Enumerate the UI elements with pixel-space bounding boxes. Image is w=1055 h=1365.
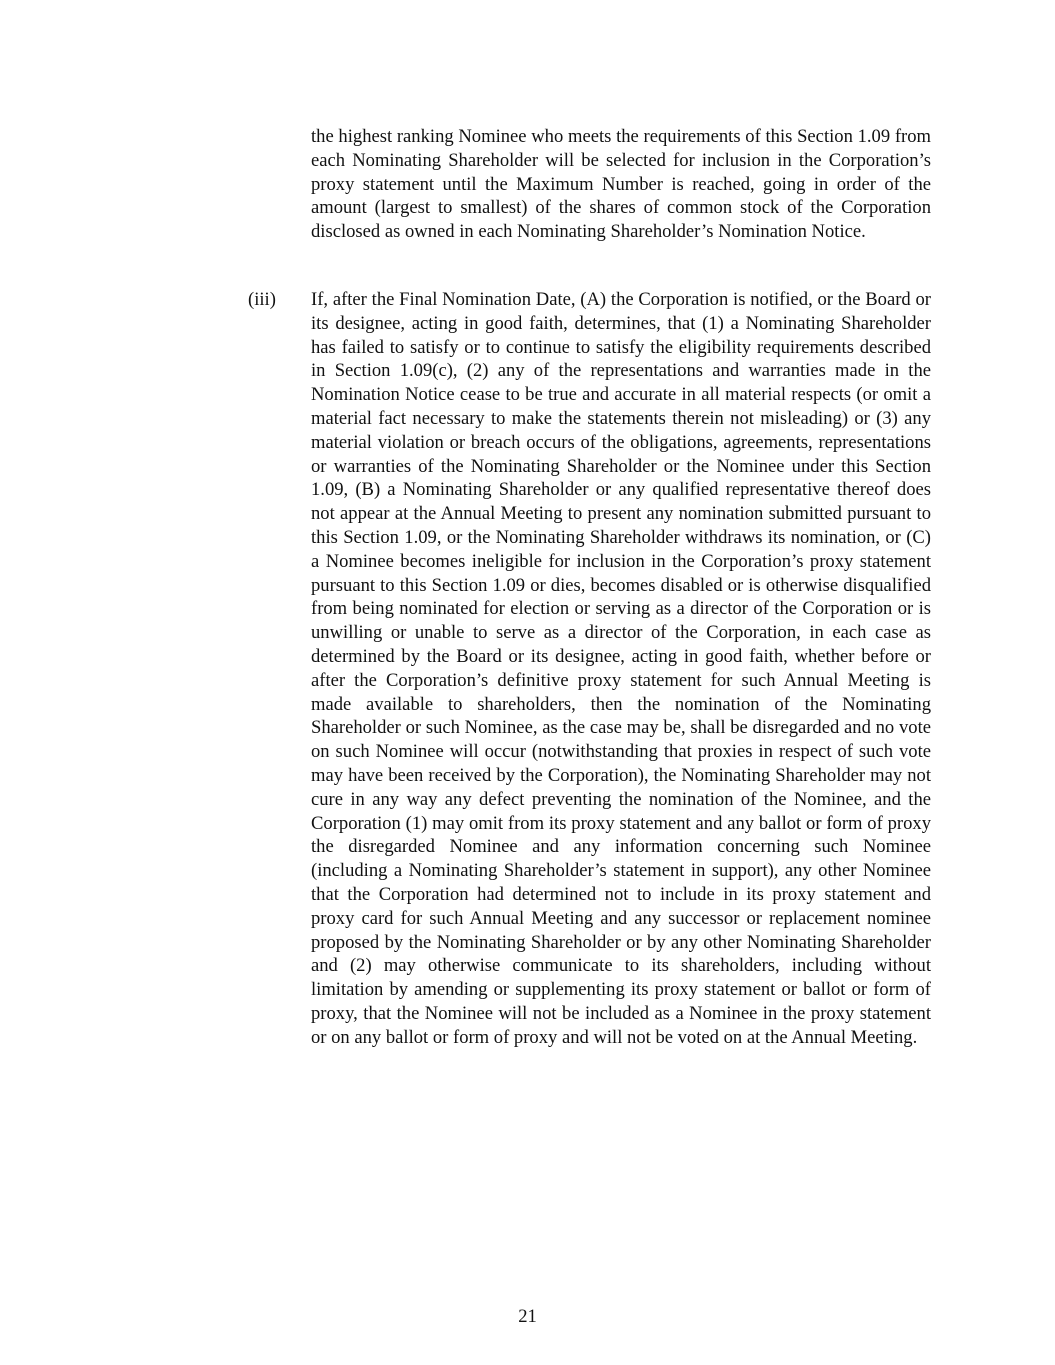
page-number: 21 bbox=[518, 1306, 537, 1327]
continuation-paragraph: the highest ranking Nominee who meets the requirements of this Section 1.09 from each Nominating Shareholder will be selected for inclusion in the Corporation’s proxy statement until the Maximum Number is reached, going in order of the amount (largest to smallest) of the shares of common stock of the Corporation disclosed as owned in each Nominating Shareholder’s Nomination Notice. bbox=[311, 126, 931, 243]
clause-marker: (iii) bbox=[248, 289, 276, 310]
clause-paragraph: If, after the Final Nomination Date, (A) the Corporation is notified, or the Board or its designee, acting in good faith, determines, that (1) a Nominating Shareholder has failed to satisfy or to continue to satisfy the eligibility requirements described in Section 1.09(c), (2) any of the representations and warranties made in the Nomination Notice cease to be true and accurate in all material respects (or omit a material fact necessary to make the statements therein not misleading) or (3) any material violation or breach occurs of the obligations, agreements, representations or warranties of the Nominating Shareholder or the Nominee under this Section 1.09, (B) a Nominating Shareholder or any qualified representative thereof does not appear at the Annual Meeting to present any nomination submitted pursuant to this Section 1.09, or the Nominating Shareholder withdraws its nomination, or (C) a Nominee becomes ineligible for inclusion in the Corporation’s proxy statement pursuant to this Section 1.09 or dies, becomes disabled or is otherwise disqualified from being nominated for election or serving as a director of the Corporation or is unwilling or unable to serve as a director of the Corporation, in each case as determined by the Board or its designee, acting in good faith, whether before or after the Corporation’s definitive proxy statement for such Annual Meeting is made available to shareholders, then the nomination of the Nominating Shareholder or such Nominee, as the case may be, shall be disregarded and no vote on such Nominee will occur (notwithstanding that proxies in respect of such vote may have been received by the Corporation), the Nominating Shareholder may not cure in any way any defect preventing the nomination of the Nominee, and the Corporation (1) may omit from its proxy statement and any ballot or form of proxy the disregarded Nominee and any information concerning such Nominee (including a Nominating Shareholder’s statement in support), any other Nominee that the Corporation had determined not to include in its proxy statement and proxy card for such Annual Meeting and any successor or replacement nominee proposed by the Nominating Shareholder or by any other Nominating Shareholder and (2) may otherwise communicate to its shareholders, including without limitation by amending or supplementing its proxy statement or ballot or form of proxy, that the Nominee will not be included as a Nominee in the proxy statement or on any ballot or form of proxy and will not be voted on at the Annual Meeting. bbox=[311, 289, 931, 1048]
